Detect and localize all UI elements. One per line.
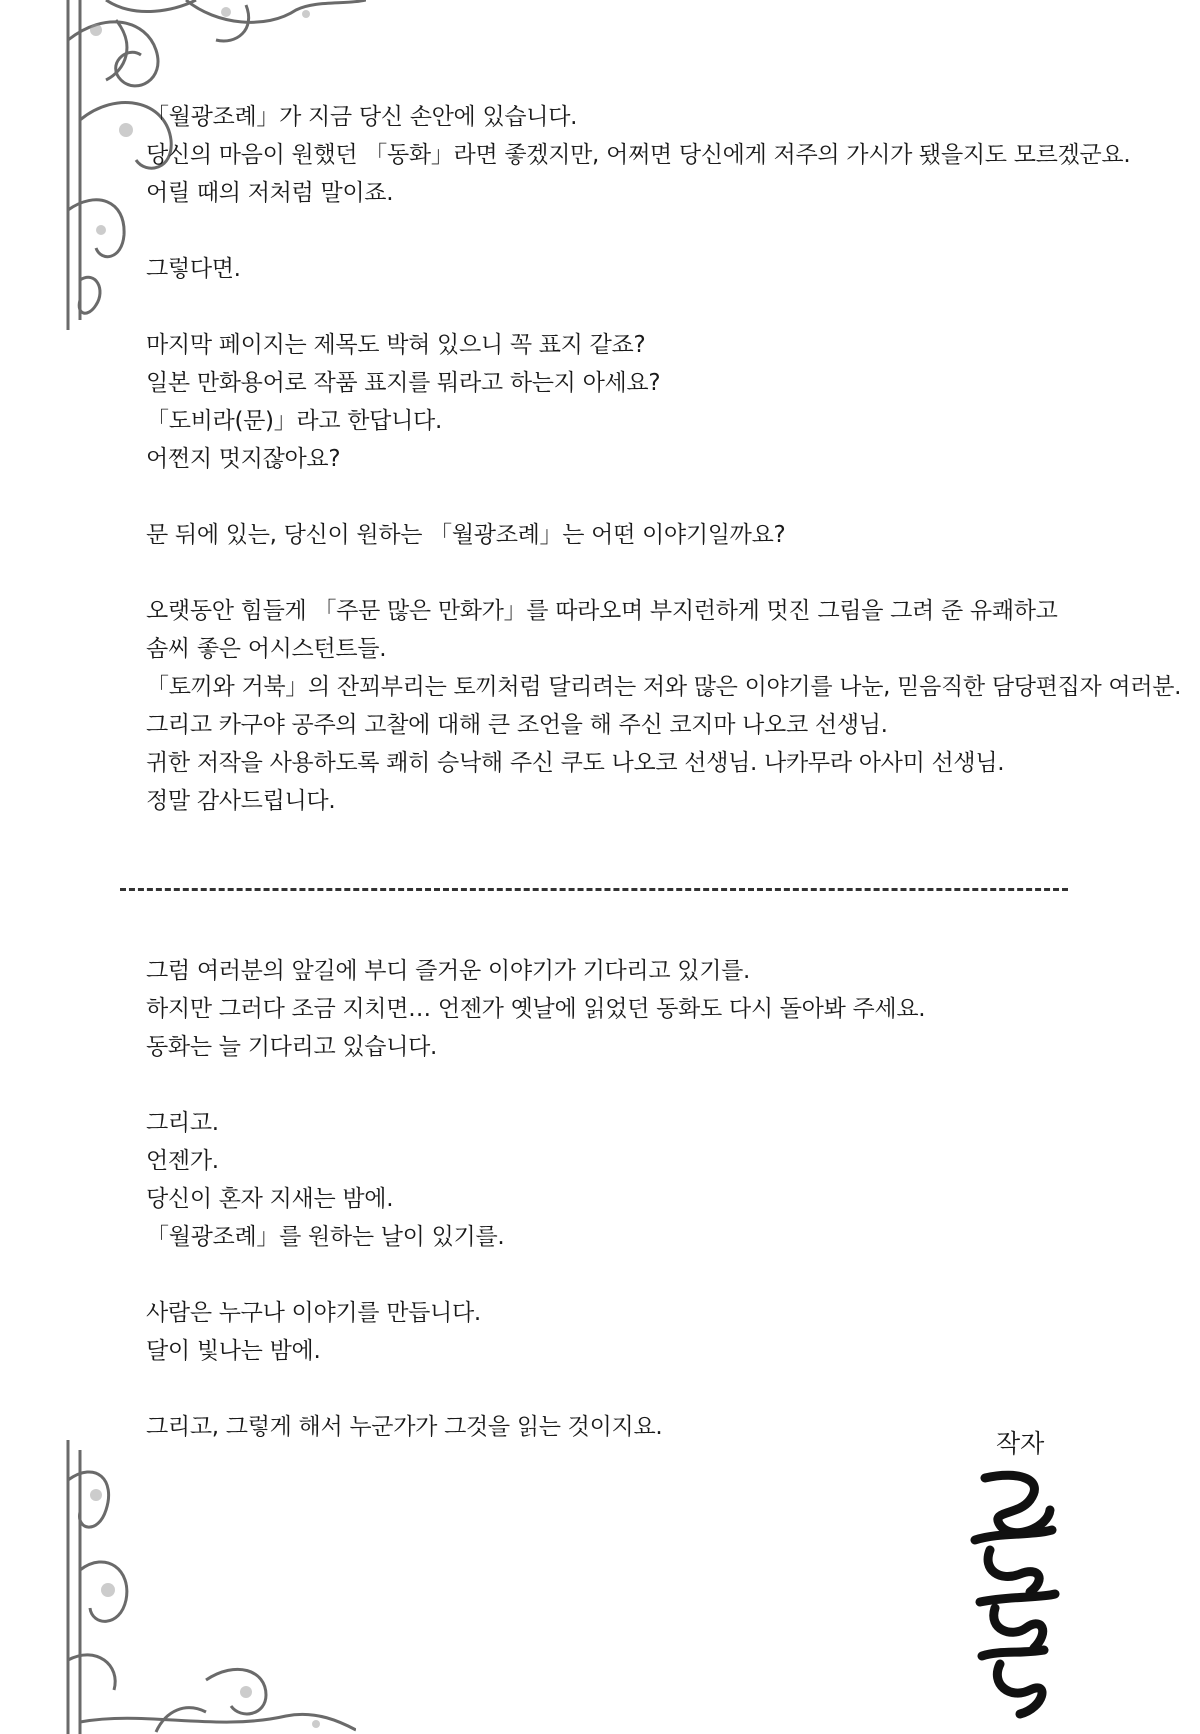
letter-line: 사람은 누구나 이야기를 만듭니다. bbox=[146, 1300, 481, 1326]
author-signature-icon bbox=[960, 1470, 1070, 1720]
letter-line: 그리고 카구야 공주의 고찰에 대해 큰 조언을 해 주신 코지마 나오코 선생님. bbox=[146, 712, 888, 738]
letter-line: 문 뒤에 있는, 당신이 원하는 「월광조례」는 어떤 이야기일까요? bbox=[146, 522, 786, 548]
author-label: 작자 bbox=[996, 1429, 1045, 1458]
letter-line: 일본 만화용어로 작품 표지를 뭐라고 하는지 아세요? bbox=[146, 370, 661, 396]
letter-line: 그럼 여러분의 앞길에 부디 즐거운 이야기가 기다리고 있기를. bbox=[146, 958, 751, 984]
letter-line: 언젠가. bbox=[146, 1148, 219, 1174]
letter-line: 「도비라(문)」라고 한답니다. bbox=[146, 408, 442, 434]
letter-line: 귀한 저작을 사용하도록 쾌히 승낙해 주신 쿠도 나오코 선생님. 나카무라 아사미 선생님. bbox=[146, 750, 1005, 776]
letter-line: 어릴 때의 저처럼 말이죠. bbox=[146, 180, 394, 206]
letter-line: 「월광조례」를 원하는 날이 있기를. bbox=[146, 1224, 505, 1250]
letter-line: 당신이 혼자 지새는 밤에. bbox=[146, 1186, 394, 1212]
letter-bottom-block bbox=[146, 952, 925, 1446]
letter-line: 그리고. bbox=[146, 1110, 219, 1136]
letter-line: 그리고, 그렇게 해서 누군가가 그것을 읽는 것이지요. bbox=[146, 1414, 663, 1440]
letter-line: 마지막 페이지는 제목도 박혀 있으니 꼭 표지 같죠? bbox=[146, 332, 646, 358]
letter-line: 「토끼와 거북」의 잔꾀부리는 토끼처럼 달리려는 저와 많은 이야기를 나눈, 믿음직한 담당편집자 여러분. bbox=[146, 674, 1182, 700]
letter-line: 그렇다면. bbox=[146, 256, 241, 282]
letter-line: 하지만 그러다 조금 지치면… 언젠가 옛날에 읽었던 동화도 다시 돌아봐 주세요. bbox=[146, 996, 926, 1022]
dashed-divider bbox=[120, 888, 1068, 891]
letter-line: 정말 감사드립니다. bbox=[146, 788, 336, 814]
letter-line: 당신의 마음이 원했던 「동화」라면 좋겠지만, 어쩌면 당신에게 저주의 가시가 됐을지도 모르겠군요. bbox=[146, 142, 1131, 168]
letter-line: 동화는 늘 기다리고 있습니다. bbox=[146, 1034, 438, 1060]
letter-line: 솜씨 좋은 어시스턴트들. bbox=[146, 636, 387, 662]
letter-line: 달이 빛나는 밤에. bbox=[146, 1338, 321, 1364]
ornament-bottom-left-icon bbox=[66, 1440, 356, 1734]
letter-line: 오랫동안 힘들게 「주문 많은 만화가」를 따라오며 부지런하게 멋진 그림을 그려 준 유쾌하고 bbox=[146, 598, 1058, 624]
letter-top-block bbox=[146, 98, 1181, 820]
letter-line: 어쩐지 멋지잖아요? bbox=[146, 446, 341, 472]
letter-line: 「월광조례」가 지금 당신 손안에 있습니다. bbox=[146, 104, 578, 130]
